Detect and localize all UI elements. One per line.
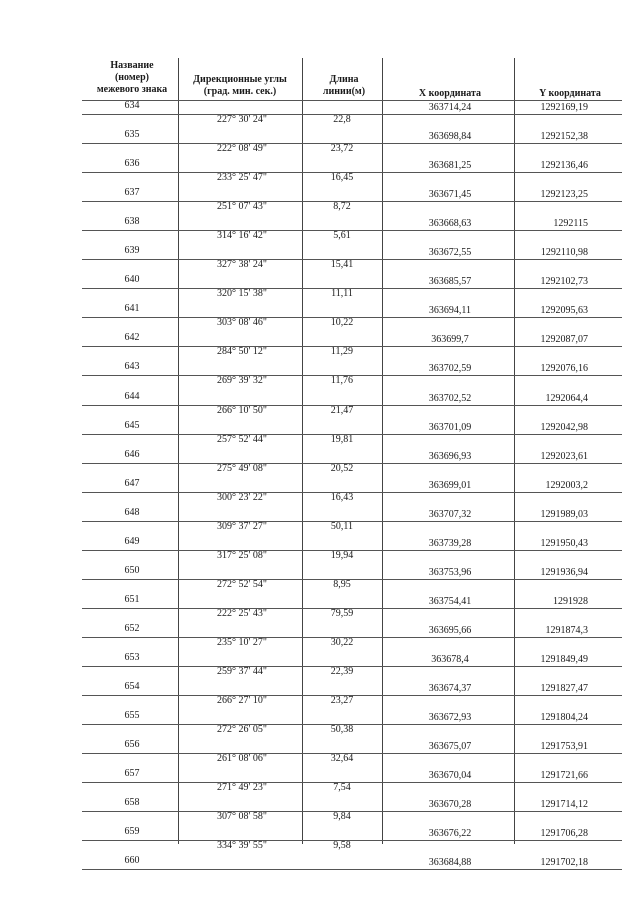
y-coordinate: 1291928 [553, 595, 588, 607]
y-coordinate: 1291827,47 [540, 683, 588, 694]
point-number: 657 [124, 768, 140, 780]
y-coordinate: 1292152,38 [540, 131, 588, 143]
point-number: 639 [124, 245, 140, 257]
line-length: 7,54 [333, 782, 351, 794]
x-coordinate: 363672,55 [428, 247, 472, 259]
y-coordinate: 1291714,12 [540, 799, 588, 811]
point-number: 647 [124, 477, 140, 489]
point-number: 638 [124, 216, 140, 228]
x-coordinate: 363685,57 [428, 276, 472, 288]
point-number: 659 [124, 826, 140, 838]
point-number: 636 [124, 158, 140, 170]
line-length: 19,81 [330, 433, 354, 445]
point-number: 640 [124, 274, 140, 286]
point-number: 648 [124, 506, 140, 518]
x-coordinate: 363670,04 [428, 770, 472, 782]
header-angle-line1: Дирекционные углы [193, 74, 287, 85]
x-coordinate: 363739,28 [428, 537, 472, 549]
direction-angle: 300° 23' 22" [217, 491, 267, 503]
x-coordinate: 363699,7 [431, 334, 469, 346]
direction-angle: 334° 39' 55" [217, 840, 267, 852]
direction-angle: 275° 49' 08" [217, 462, 267, 474]
line-length: 11,29 [330, 346, 354, 358]
y-coordinate: 1292076,16 [540, 363, 588, 375]
line-length: 22,8 [333, 114, 351, 125]
direction-angle: 227° 30' 24" [217, 114, 267, 125]
x-coordinate: 363714,24 [428, 102, 472, 113]
point-number: 652 [124, 622, 140, 634]
direction-angle: 266° 27' 10" [217, 695, 267, 706]
x-coordinate: 363698,84 [428, 131, 472, 143]
header-name-line2: (номер) [114, 72, 150, 83]
direction-angle: 317° 25' 08" [217, 549, 267, 561]
y-coordinate: 1291702,18 [540, 857, 588, 869]
direction-angle: 257° 52' 44" [217, 433, 267, 445]
line-length: 30,22 [330, 636, 354, 648]
direction-angle: 251° 07' 43" [217, 201, 267, 213]
line-length: 11,11 [331, 288, 353, 300]
y-coordinate: 1292136,46 [540, 160, 588, 172]
x-coordinate: 363702,52 [428, 392, 472, 404]
y-coordinate: 1291849,49 [540, 653, 588, 665]
point-number: 656 [124, 739, 140, 751]
x-coordinate: 363668,63 [428, 218, 472, 230]
x-coordinate: 363670,28 [428, 799, 472, 811]
header-name [82, 60, 182, 96]
line-length: 22,39 [330, 665, 354, 677]
line-length: 11,76 [330, 375, 354, 387]
point-number: 643 [124, 361, 140, 373]
point-number: 658 [124, 797, 140, 809]
column-divider-1 [178, 58, 179, 844]
direction-angle: 233° 25' 47" [217, 172, 267, 184]
y-coordinate: 1291936,94 [540, 566, 588, 578]
direction-angle: 261° 08' 06" [217, 753, 267, 765]
header-length [308, 74, 380, 98]
direction-angle: 320° 15' 38" [217, 288, 267, 300]
line-length: 79,59 [330, 607, 354, 619]
direction-angle: 309° 37' 27" [217, 520, 267, 532]
line-length: 23,72 [330, 143, 354, 155]
x-coordinate: 363701,09 [428, 421, 472, 433]
y-coordinate: 1291753,91 [540, 741, 588, 753]
point-number: 660 [124, 855, 140, 867]
point-number: 649 [124, 535, 140, 547]
point-number: 646 [124, 448, 140, 460]
y-coordinate: 1292123,25 [540, 189, 588, 201]
y-coordinate: 1291950,43 [540, 537, 588, 549]
x-coordinate: 363694,11 [428, 305, 472, 317]
line-length: 16,43 [330, 491, 354, 503]
line-length: 50,38 [330, 724, 354, 736]
header-y: Y координата [539, 88, 601, 99]
header-length-line2: линии(м) [322, 86, 366, 97]
header-name-line3: межевого знака [96, 84, 168, 95]
y-coordinate: 1291804,24 [540, 712, 588, 724]
direction-angle: 314° 16' 42" [217, 230, 267, 242]
point-number: 651 [124, 593, 140, 605]
x-coordinate: 363674,37 [428, 683, 472, 694]
line-length: 10,22 [330, 317, 354, 329]
line-length: 20,52 [330, 462, 354, 474]
line-length: 23,27 [330, 695, 354, 706]
x-coordinate: 363675,07 [428, 741, 472, 753]
y-coordinate: 1291721,66 [540, 770, 588, 782]
direction-angle: 271° 49' 23" [217, 782, 267, 794]
x-coordinate: 363754,41 [428, 595, 472, 607]
direction-angle: 266° 10' 50" [217, 404, 267, 416]
direction-angle: 303° 08' 46" [217, 317, 267, 329]
point-number: 634 [124, 100, 140, 111]
y-coordinate: 1291706,28 [540, 828, 588, 840]
header-length-line1: Длина [329, 74, 359, 85]
header-angle [180, 74, 300, 98]
line-length: 5,61 [333, 230, 351, 242]
line-length: 8,72 [333, 201, 351, 213]
direction-angle: 235° 10' 27" [217, 636, 267, 648]
line-length: 19,94 [330, 549, 354, 561]
point-number: 644 [124, 390, 140, 402]
y-coordinate: 1292003,2 [545, 479, 588, 491]
y-coordinate: 1292023,61 [540, 450, 588, 462]
y-coordinate: 1291874,3 [545, 624, 588, 636]
header-x: X координата [418, 88, 482, 99]
y-coordinate: 1292102,73 [540, 276, 588, 288]
point-number: 654 [124, 681, 140, 692]
point-number: 650 [124, 564, 140, 576]
x-coordinate: 363702,59 [428, 363, 472, 375]
y-coordinate: 1292095,63 [540, 305, 588, 317]
point-number: 637 [124, 187, 140, 199]
header-name-line1: Название [110, 60, 154, 71]
line-length: 16,45 [330, 172, 354, 184]
point-number: 635 [124, 129, 140, 141]
direction-angle: 327° 38' 24" [217, 259, 267, 271]
line-length: 15,41 [330, 259, 354, 271]
y-coordinate: 1291989,03 [540, 508, 588, 520]
direction-angle: 272° 52' 54" [217, 578, 267, 590]
x-coordinate: 363676,22 [428, 828, 472, 840]
direction-angle: 269° 39' 32" [217, 375, 267, 387]
y-coordinate: 1292169,19 [540, 102, 588, 113]
direction-angle: 307° 08' 58" [217, 811, 267, 823]
point-number: 641 [124, 303, 140, 315]
point-number: 642 [124, 332, 140, 344]
y-coordinate: 1292110,98 [540, 247, 588, 259]
y-coordinate: 1292087,07 [540, 334, 588, 346]
point-number: 645 [124, 419, 140, 431]
column-divider-3 [382, 58, 383, 844]
point-number: 655 [124, 710, 140, 722]
point-number: 653 [124, 651, 140, 663]
y-coordinate: 1292064,4 [545, 392, 588, 404]
direction-angle: 272° 26' 05" [217, 724, 267, 736]
header-angle-line2: (град. мин. сек.) [203, 86, 277, 97]
line-length: 32,64 [330, 753, 354, 765]
y-coordinate: 1292042,98 [540, 421, 588, 433]
line-length: 9,84 [333, 811, 351, 823]
x-coordinate: 363678,4 [431, 653, 469, 665]
x-coordinate: 363671,45 [428, 189, 472, 201]
x-coordinate: 363696,93 [428, 450, 472, 462]
x-coordinate: 363684,88 [428, 857, 472, 869]
line-length: 21,47 [330, 404, 354, 416]
line-length: 50,11 [330, 520, 354, 532]
line-length: 9,58 [333, 840, 351, 852]
direction-angle: 222° 25' 43" [217, 607, 267, 619]
direction-angle: 222° 08' 49" [217, 143, 267, 155]
x-coordinate: 363672,93 [428, 712, 472, 724]
direction-angle: 284° 50' 12" [217, 346, 267, 358]
column-divider-2 [302, 58, 303, 844]
line-length: 8,95 [333, 578, 351, 590]
direction-angle: 259° 37' 44" [217, 665, 267, 677]
x-coordinate: 363753,96 [428, 566, 472, 578]
y-coordinate: 1292115 [553, 218, 588, 230]
row-separator [82, 869, 622, 870]
x-coordinate: 363695,66 [428, 624, 472, 636]
x-coordinate: 363707,32 [428, 508, 472, 520]
x-coordinate: 363681,25 [428, 160, 472, 172]
x-coordinate: 363699,01 [428, 479, 472, 491]
